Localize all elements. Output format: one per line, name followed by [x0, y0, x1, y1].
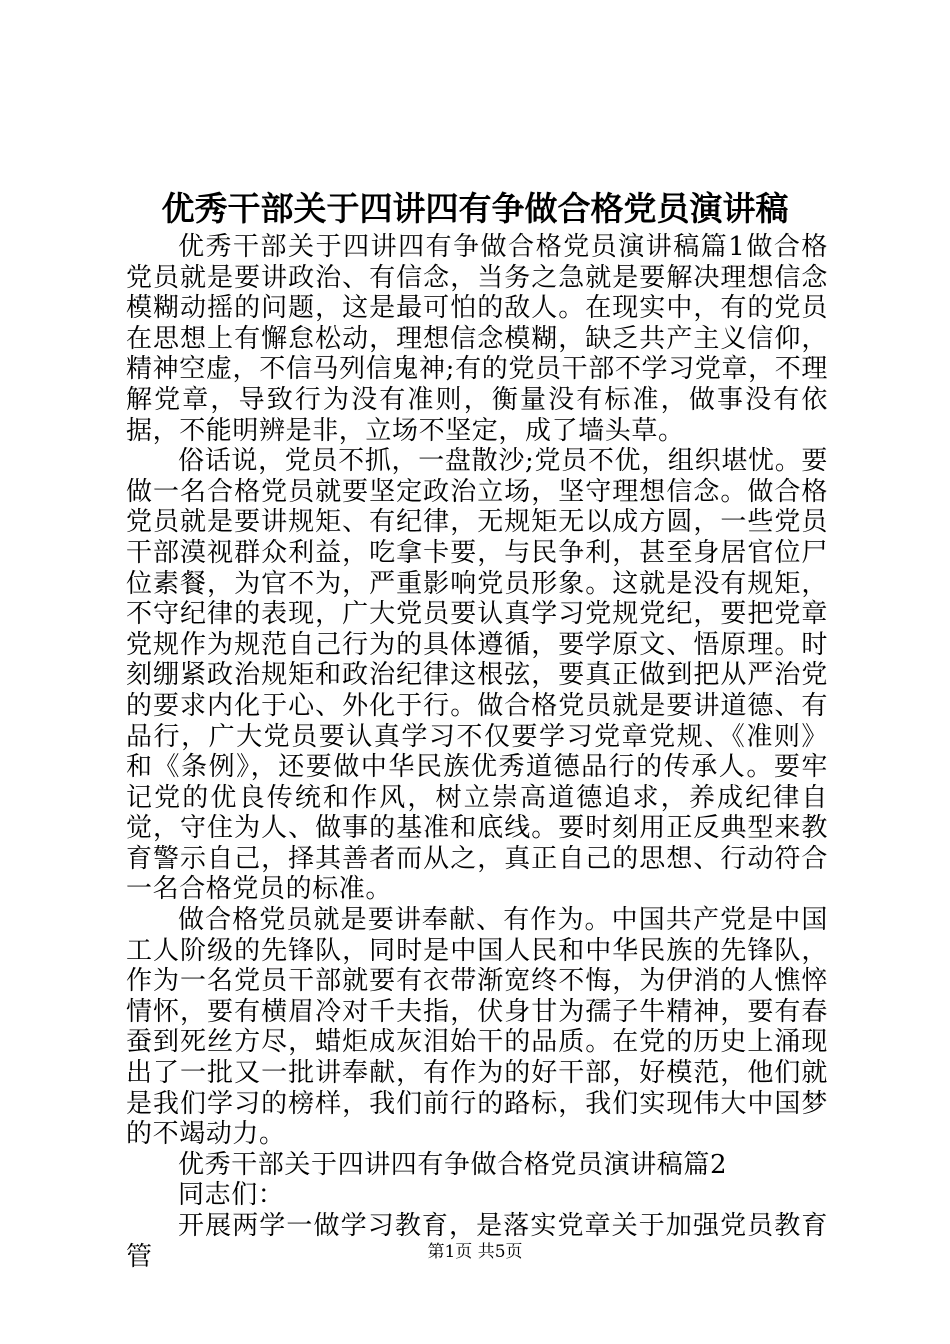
paragraph-3: 做合格党员就是要讲奉献、有作为。中国共产党是中国工人阶级的先锋队，同时是中国人民和中华民族的先锋队，作为一名党员干部就要有衣带渐宽终不悔，为伊消的人憔悴情怀，要有横眉冷对千夫指，伏身甘为孺子牛精神，要有春蚕到死丝方尽，蜡炬成灰泪始干的品质。在党的历史上涌现出了一批又一批讲奉献，有作为的好干部，好模范，他们就是我们学习的榜样，我们前行的路标，我们实现伟大中国梦的不竭动力。: [126, 905, 828, 1150]
document-body: [126, 232, 828, 1272]
page-number-footer: 第1页 共5页: [427, 1242, 523, 1262]
salutation: 同志们：: [178, 1180, 285, 1211]
paragraph-1: 优秀干部关于四讲四有争做合格党员演讲稿篇1做合格党员就是要讲政治、有信念，当务之急就是要解决理想信念模糊动摇的问题，这是最可怕的敌人。在现实中，有的党员在思想上有懈怠松动，理想信念模糊，缺乏共产主义信仰，精神空虚，不信马列信鬼神;有的党员干部不学习党章，不理解党章，导致行为没有准则，衡量没有标准，做事没有依据，不能明辨是非，立场不坚定，成了墙头草。: [126, 232, 828, 446]
paragraph-2: 俗话说，党员不抓，一盘散沙;党员不优，组织堪忧。要做一名合格党员就要坚定政治立场，坚守理想信念。做合格党员就是要讲规矩、有纪律，无规矩无以成方圆，一些党员干部漠视群众利益，吃拿卡要，与民争利，甚至身居官位尸位素餐，为官不为，严重影响党员形象。这就是没有规矩，不守纪律的表现，广大党员要认真学习党规党纪，要把党章党规作为规范自己行为的具体遵循，要学原文、悟原理。时刻绷紧政治规矩和政治纪律这根弦，要真正做到把从严治党的要求内化于心、外化于行。做合格党员就是要讲道德、有品行，广大党员要认真学习不仅要学习党章党规、《准则》和《条例》，还要做中华民族优秀道德品行的传承人。要牢记党的优良传统和作风，树立崇高道德追求，养成纪律自觉，守住为人、做事的基准和底线。要时刻用正反典型来教育警示自己，择其善者而从之，真正自己的思想、行动符合一名合格党员的标准。: [126, 446, 828, 905]
paragraph-4: 开展两学一做学习教育，是落实党章关于加强党员教育管: [126, 1211, 828, 1272]
section-heading-2: 优秀干部关于四讲四有争做合格党员演讲稿篇2: [178, 1149, 728, 1180]
document-title: 优秀干部关于四讲四有争做合格党员演讲稿: [161, 189, 789, 228]
